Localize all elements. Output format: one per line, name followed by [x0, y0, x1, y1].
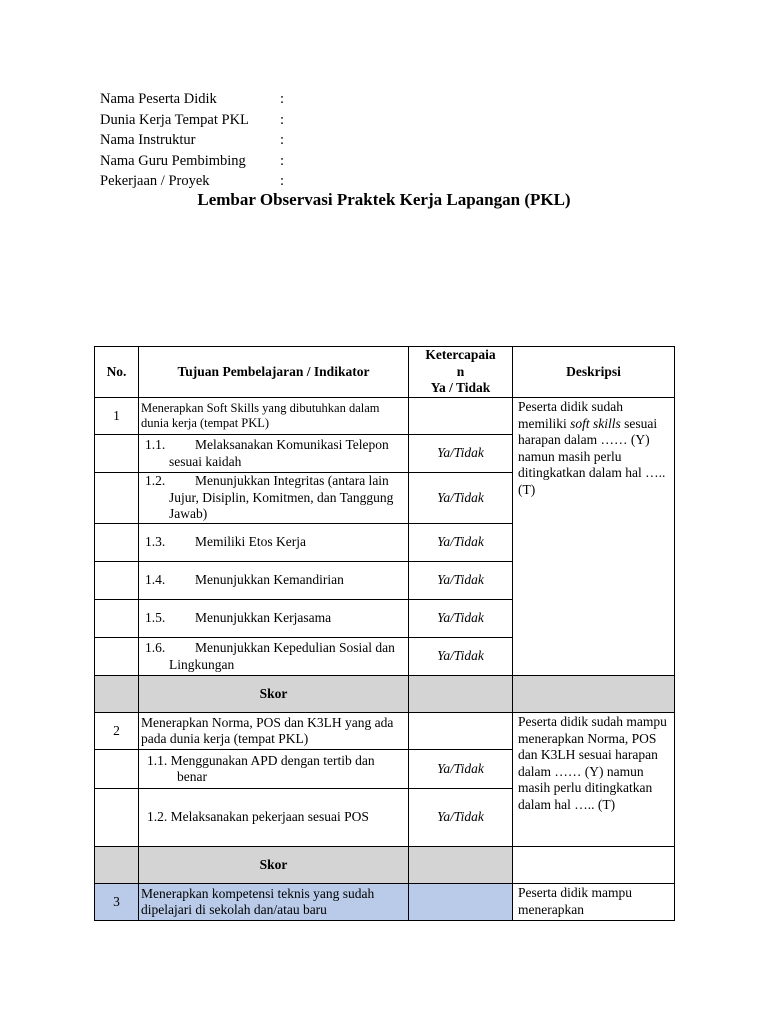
identity-block [100, 89, 284, 192]
ketercapaian-value: Ya/Tidak [409, 638, 513, 676]
table-header-row [95, 347, 675, 398]
section-description: Peserta didik sudah mampu menerapkan Norma, POS dan K3LH sesuai harapan dalam …… (Y) namun masih perlu ditingkatkan dalam hal ….. (T) [513, 713, 675, 847]
header-ketercapaian [409, 347, 513, 398]
indicator-number: 1.6. [145, 640, 166, 655]
indicator-text: Menunjukkan Kerjasama [195, 610, 332, 626]
indicator-cell [139, 473, 409, 524]
header-deskripsi: Deskripsi [513, 347, 675, 398]
empty-cell [95, 750, 139, 789]
identity-label: Nama Instruktur [100, 132, 196, 149]
identity-label: Pekerjaan / Proyek [100, 173, 210, 190]
indicator-cell [139, 638, 409, 676]
indicator-text: Menunjukkan Kemandirian [195, 572, 344, 588]
desc-text: Peserta didik sudah memiliki [518, 399, 623, 431]
ketercapaian-value: Ya/Tidak [409, 473, 513, 524]
indicator-number: 1.1. [147, 752, 168, 768]
header-ketercapaian-line: n [456, 363, 465, 379]
score-label: Skor [139, 847, 409, 884]
identity-row [100, 171, 284, 192]
identity-sep: : [280, 111, 285, 128]
indicator-number: 1.1. [145, 437, 166, 452]
identity-row [100, 151, 284, 172]
empty-cell [95, 676, 139, 713]
identity-row [100, 89, 284, 110]
indicator-text: Menggunakan APD dengan tertib dan benar [170, 752, 375, 784]
table-row [95, 884, 675, 921]
indicator-cell [139, 600, 409, 638]
indicator-cell [139, 750, 409, 789]
identity-sep: : [280, 91, 285, 107]
ketercapaian-cell [409, 398, 513, 435]
identity-sep: : [280, 132, 285, 149]
indicator-text: Melaksanakan pekerjaan sesuai POS [170, 809, 369, 825]
header-ketercapaian-line: Ya / Tidak [430, 380, 491, 396]
section-description: Peserta didik mampu menerapkan [513, 884, 675, 921]
indicator-text: Menunjukkan Integritas (antara lain Jujur, Disiplin, Komitmen, dan Tanggung Jawab) [169, 473, 394, 522]
ketercapaian-value: Ya/Tidak [409, 562, 513, 600]
empty-cell [95, 473, 139, 524]
indicator-number: 1.5. [145, 610, 166, 626]
score-label: Skor [139, 676, 409, 713]
identity-sep: : [280, 173, 285, 190]
empty-cell [95, 562, 139, 600]
empty-cell [513, 847, 675, 884]
section-number: 3 [95, 884, 139, 921]
identity-label: Nama Guru Pembimbing [100, 152, 246, 169]
identity-label: Dunia Kerja Tempat PKL [100, 111, 249, 128]
header-ketercapaian-line: Ketercapaia [425, 347, 496, 363]
indicator-number: 1.3. [145, 534, 166, 550]
identity-row [100, 130, 284, 151]
indicator-cell [139, 789, 409, 847]
score-row [95, 676, 675, 713]
observation-table [94, 346, 675, 921]
desc-text: sesuai harapan dalam …… (Y) namun masih perlu ditingkatkan dalam hal ….. (T) [518, 415, 666, 497]
desc-emphasis: soft skills [570, 415, 621, 431]
section-title: Menerapkan Soft Skills yang dibutuhkan dalam dunia kerja (tempat PKL) [139, 398, 409, 435]
indicator-cell [139, 562, 409, 600]
empty-cell [513, 676, 675, 713]
indicator-number: 1.2. [145, 473, 166, 489]
ketercapaian-value: Ya/Tidak [409, 789, 513, 847]
ketercapaian-value: Ya/Tidak [409, 600, 513, 638]
identity-label: Nama Peserta Didik [100, 91, 217, 107]
indicator-number: 1.4. [145, 572, 166, 588]
score-value-cell [409, 847, 513, 884]
section-title: Menerapkan Norma, POS dan K3LH yang ada pada dunia kerja (tempat PKL) [139, 713, 409, 750]
section-number: 2 [95, 713, 139, 750]
table-row [95, 713, 675, 750]
ketercapaian-value: Ya/Tidak [409, 435, 513, 473]
score-value-cell [409, 676, 513, 713]
indicator-text: Menunjukkan Kepedulian Sosial dan Lingkungan [169, 640, 395, 672]
score-row [95, 847, 675, 884]
empty-cell [95, 847, 139, 884]
empty-cell [95, 638, 139, 676]
ketercapaian-cell [409, 713, 513, 750]
ketercapaian-cell [409, 884, 513, 921]
indicator-cell [139, 524, 409, 562]
section-number: 1 [95, 398, 139, 435]
identity-sep: : [280, 152, 285, 169]
identity-row [100, 110, 284, 131]
empty-cell [95, 435, 139, 473]
empty-cell [95, 789, 139, 847]
indicator-text: Melaksanakan Komunikasi Telepon sesuai kaidah [169, 437, 389, 469]
section-description [513, 398, 675, 676]
header-no: No. [95, 347, 139, 398]
section-title: Menerapkan kompetensi teknis yang sudah dipelajari di sekolah dan/atau baru [139, 884, 409, 921]
ketercapaian-value: Ya/Tidak [409, 750, 513, 789]
document-title: Lembar Observasi Praktek Kerja Lapangan (PKL) [197, 190, 571, 209]
empty-cell [95, 600, 139, 638]
indicator-text: Memiliki Etos Kerja [195, 534, 306, 550]
indicator-number: 1.2. [147, 809, 168, 825]
ketercapaian-value: Ya/Tidak [409, 524, 513, 562]
indicator-cell [139, 435, 409, 473]
table-row [95, 398, 675, 435]
empty-cell [95, 524, 139, 562]
header-tujuan: Tujuan Pembelajaran / Indikator [139, 347, 409, 398]
